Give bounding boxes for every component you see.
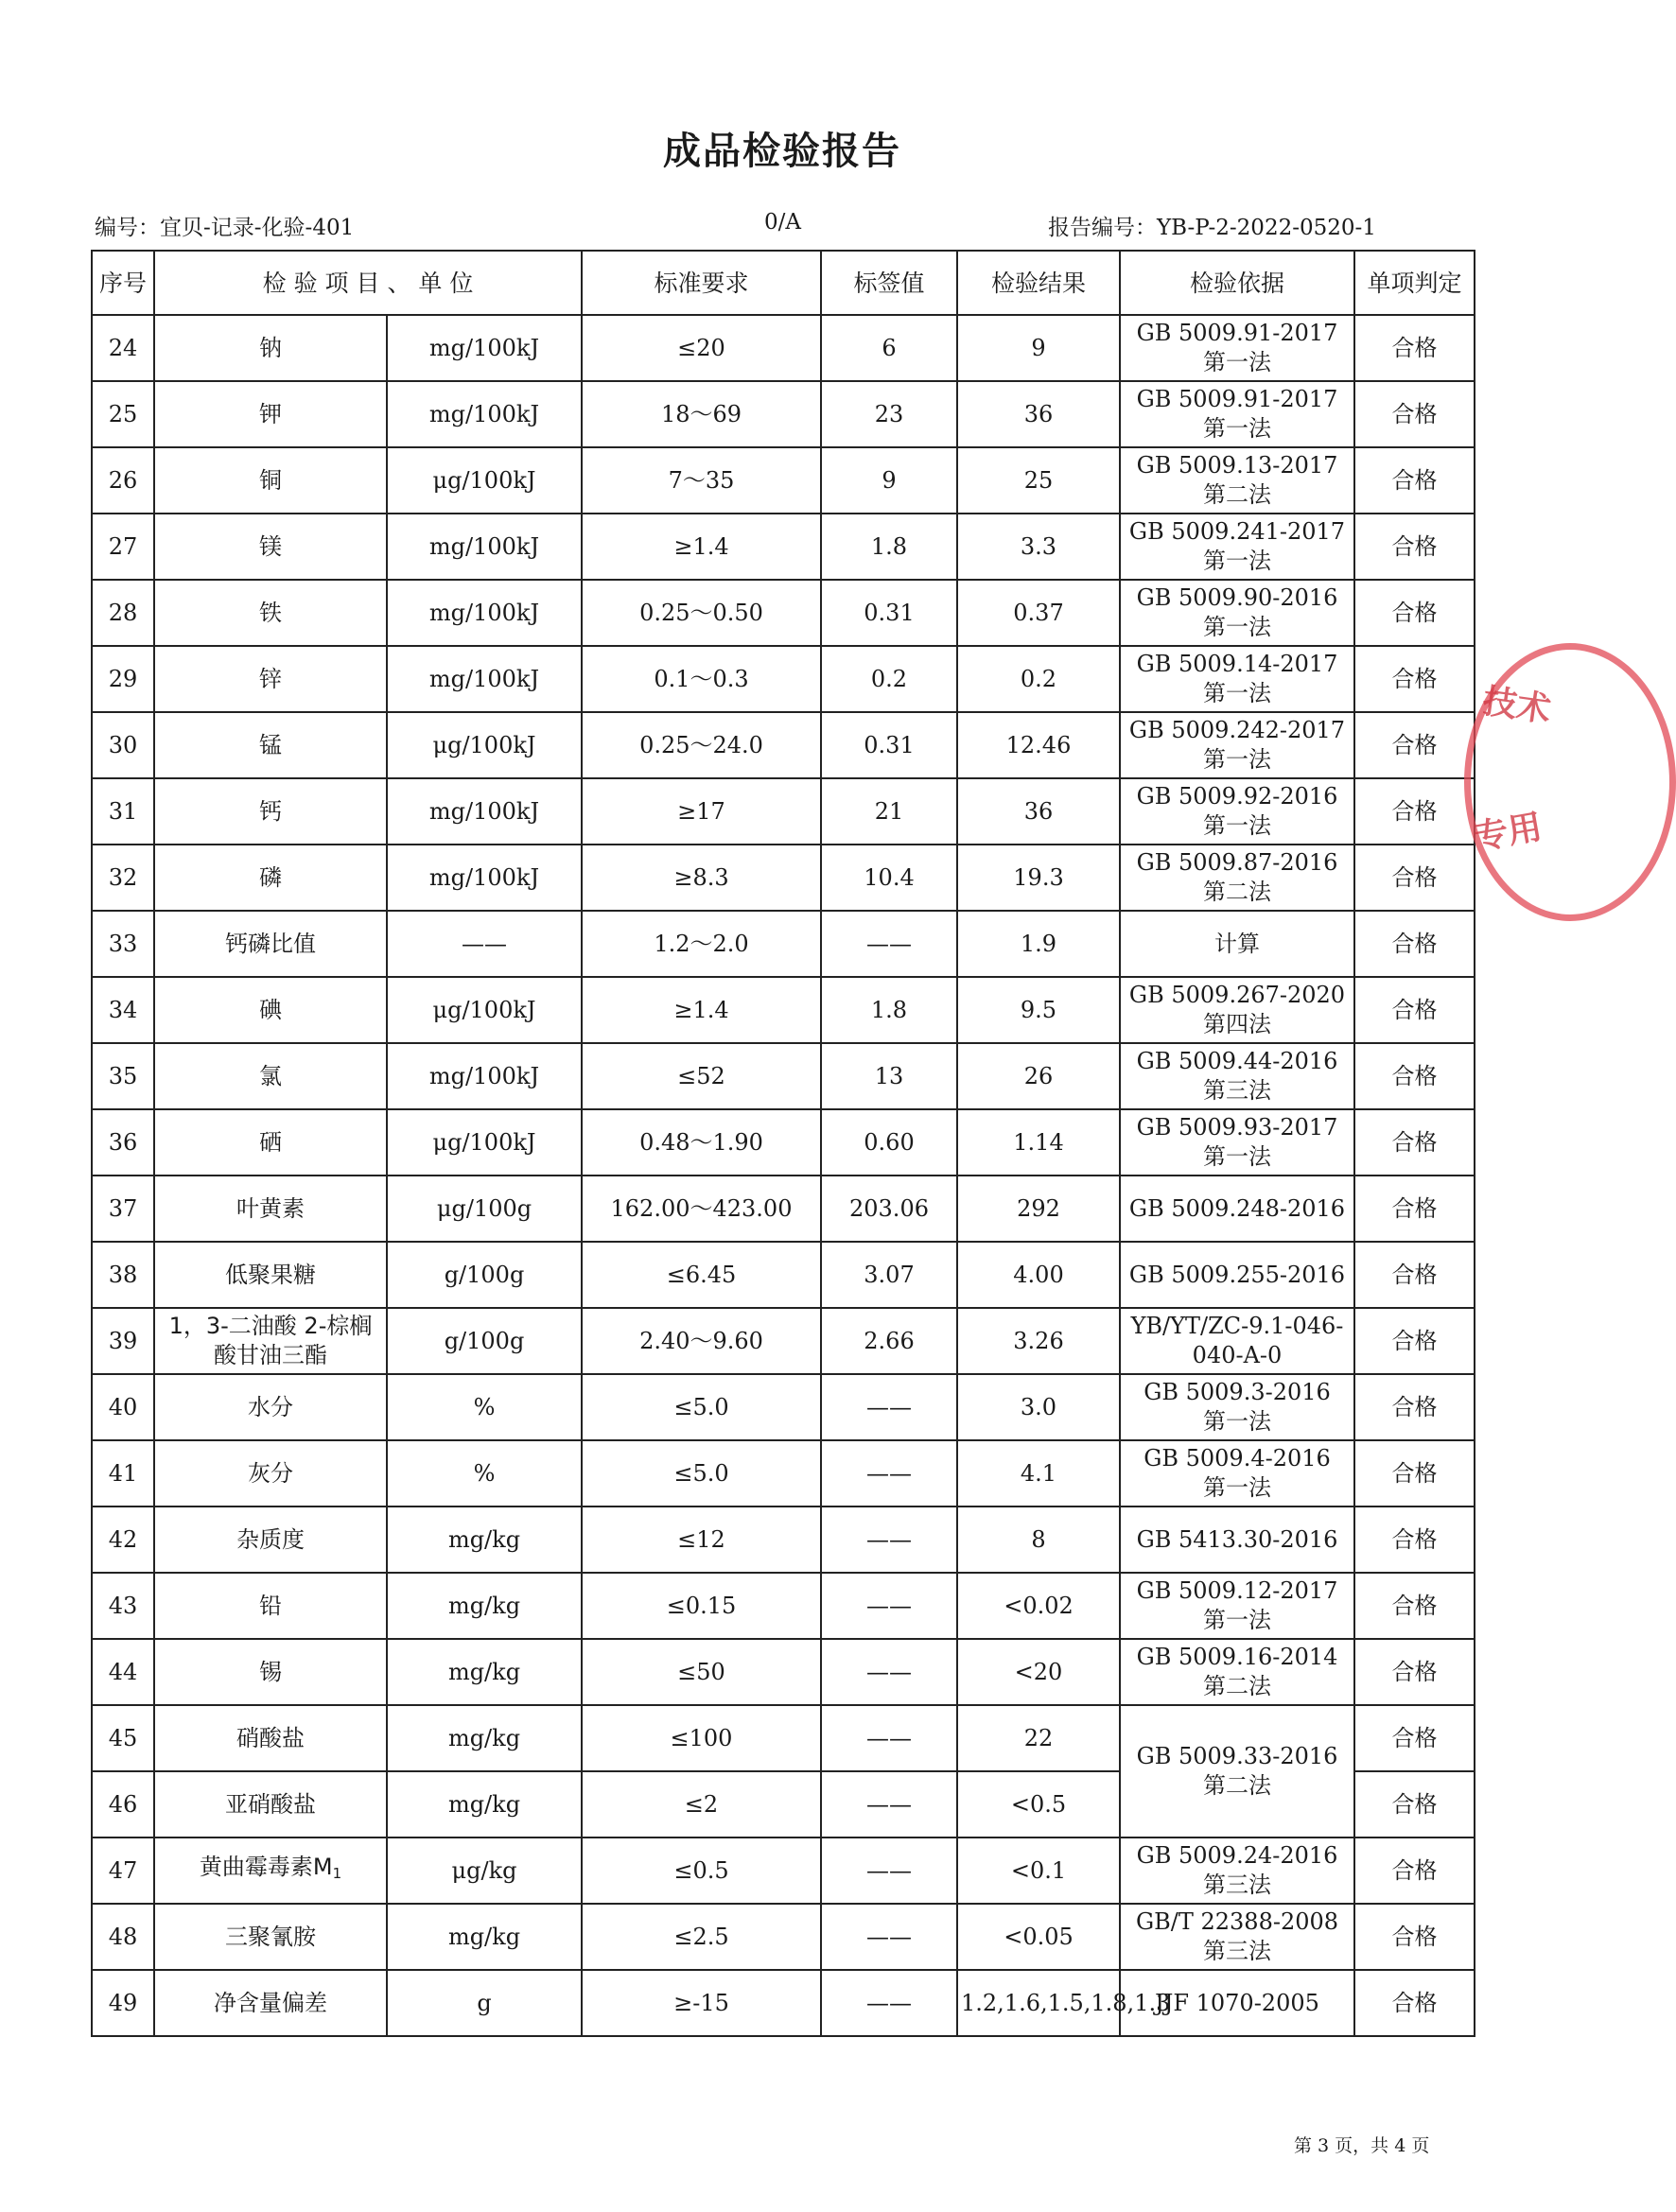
cell-unit: mg/kg — [387, 1904, 582, 1970]
cell-basis: GB 5009.44-2016 第三法 — [1120, 1043, 1354, 1109]
stamp-text-top: 技术 — [1480, 682, 1554, 730]
cell-item-name: 锡 — [154, 1639, 387, 1705]
cell-seq: 30 — [92, 712, 154, 778]
cell-item-name: 铜 — [154, 447, 387, 514]
cell-item-name: 钾 — [154, 381, 387, 447]
cell-result: 0.2 — [957, 646, 1120, 712]
cell-unit: g/100g — [387, 1242, 582, 1308]
cell-result: <0.1 — [957, 1838, 1120, 1904]
cell-standard: ≤5.0 — [582, 1374, 821, 1440]
cell-unit: μg/100kJ — [387, 712, 582, 778]
table-row — [92, 447, 1475, 514]
cell-unit: g/100g — [387, 1308, 582, 1374]
cell-judgment: 合格 — [1354, 580, 1475, 646]
cell-item-name: 净含量偏差 — [154, 1970, 387, 2036]
cell-result: 0.37 — [957, 580, 1120, 646]
cell-seq: 40 — [92, 1374, 154, 1440]
cell-item-name: 氯 — [154, 1043, 387, 1109]
cell-unit: % — [387, 1374, 582, 1440]
cell-seq: 41 — [92, 1440, 154, 1507]
header-item-unit: 检 验 项 目 、 单 位 — [154, 251, 582, 315]
cell-result: 3.3 — [957, 514, 1120, 580]
table-row — [92, 1043, 1475, 1109]
table-row — [92, 1176, 1475, 1242]
cell-unit: mg/100kJ — [387, 1043, 582, 1109]
cell-unit: —— — [387, 911, 582, 977]
cell-result: 3.26 — [957, 1308, 1120, 1374]
cell-judgment: 合格 — [1354, 1970, 1475, 2036]
cell-seq: 37 — [92, 1176, 154, 1242]
cell-seq: 32 — [92, 845, 154, 911]
inspection-table — [91, 250, 1475, 2037]
cell-standard: 18～69 — [582, 381, 821, 447]
cell-label-value: 23 — [821, 381, 957, 447]
table-row — [92, 381, 1475, 447]
cell-basis: GB 5009.242-2017 第一法 — [1120, 712, 1354, 778]
table-row — [92, 911, 1475, 977]
cell-standard: ≤100 — [582, 1705, 821, 1771]
cell-standard: ≤50 — [582, 1639, 821, 1705]
cell-judgment: 合格 — [1354, 1308, 1475, 1374]
cell-unit: μg/kg — [387, 1838, 582, 1904]
cell-result: 22 — [957, 1705, 1120, 1771]
cell-result: 4.00 — [957, 1242, 1120, 1308]
cell-judgment: 合格 — [1354, 514, 1475, 580]
cell-standard: ≤12 — [582, 1507, 821, 1573]
cell-unit: μg/100g — [387, 1176, 582, 1242]
cell-seq: 48 — [92, 1904, 154, 1970]
cell-basis: JJF 1070-2005 — [1120, 1970, 1354, 2036]
cell-result: 26 — [957, 1043, 1120, 1109]
table-row — [92, 1308, 1475, 1374]
cell-unit: μg/100kJ — [387, 447, 582, 514]
cell-standard: ≥8.3 — [582, 845, 821, 911]
cell-label-value: —— — [821, 1639, 957, 1705]
cell-item-name: 水分 — [154, 1374, 387, 1440]
cell-judgment: 合格 — [1354, 1176, 1475, 1242]
cell-label-value: 0.31 — [821, 580, 957, 646]
cell-basis: GB 5413.30-2016 — [1120, 1507, 1354, 1573]
cell-item-name: 磷 — [154, 845, 387, 911]
cell-item-name: 钙 — [154, 778, 387, 845]
cell-standard: ≤20 — [582, 315, 821, 381]
cell-result: 3.0 — [957, 1374, 1120, 1440]
header-seq: 序号 — [92, 251, 154, 315]
cell-seq: 43 — [92, 1573, 154, 1639]
cell-unit: μg/100kJ — [387, 977, 582, 1043]
cell-label-value: —— — [821, 1374, 957, 1440]
cell-standard: 1.2～2.0 — [582, 911, 821, 977]
cell-result: 19.3 — [957, 845, 1120, 911]
table-row — [92, 580, 1475, 646]
cell-item-name: 杂质度 — [154, 1507, 387, 1573]
cell-judgment: 合格 — [1354, 977, 1475, 1043]
cell-label-value: 10.4 — [821, 845, 957, 911]
table-row — [92, 1904, 1475, 1970]
cell-standard: 0.25～0.50 — [582, 580, 821, 646]
cell-basis: GB 5009.241-2017 第一法 — [1120, 514, 1354, 580]
cell-result: 36 — [957, 778, 1120, 845]
cell-seq: 24 — [92, 315, 154, 381]
cell-result: <20 — [957, 1639, 1120, 1705]
cell-item-name: 钠 — [154, 315, 387, 381]
cell-label-value: 9 — [821, 447, 957, 514]
cell-seq: 28 — [92, 580, 154, 646]
cell-standard: ≤52 — [582, 1043, 821, 1109]
cell-item-name: 钙磷比值 — [154, 911, 387, 977]
table-row — [92, 778, 1475, 845]
cell-label-value: —— — [821, 911, 957, 977]
item-name-subscript: 1 — [332, 1865, 342, 1882]
cell-unit: mg/100kJ — [387, 381, 582, 447]
cell-judgment: 合格 — [1354, 1639, 1475, 1705]
cell-seq: 39 — [92, 1308, 154, 1374]
cell-label-value: —— — [821, 1507, 957, 1573]
cell-seq: 31 — [92, 778, 154, 845]
cell-judgment: 合格 — [1354, 447, 1475, 514]
cell-judgment: 合格 — [1354, 381, 1475, 447]
cell-unit: mg/100kJ — [387, 845, 582, 911]
cell-basis: GB 5009.4-2016 第一法 — [1120, 1440, 1354, 1507]
cell-label-value: —— — [821, 1573, 957, 1639]
cell-unit: % — [387, 1440, 582, 1507]
cell-label-value: —— — [821, 1838, 957, 1904]
cell-basis: GB 5009.24-2016 第三法 — [1120, 1838, 1354, 1904]
cell-basis: GB/T 22388-2008 第三法 — [1120, 1904, 1354, 1970]
cell-judgment: 合格 — [1354, 778, 1475, 845]
cell-item-name: 碘 — [154, 977, 387, 1043]
cell-standard: ≤6.45 — [582, 1242, 821, 1308]
cell-standard: 2.40～9.60 — [582, 1308, 821, 1374]
cell-label-value: 6 — [821, 315, 957, 381]
cell-seq: 42 — [92, 1507, 154, 1573]
table-row — [92, 1970, 1475, 2036]
cell-judgment: 合格 — [1354, 712, 1475, 778]
cell-seq: 47 — [92, 1838, 154, 1904]
cell-item-name: 三聚氰胺 — [154, 1904, 387, 1970]
cell-standard: 0.48～1.90 — [582, 1109, 821, 1176]
cell-label-value: 2.66 — [821, 1308, 957, 1374]
cell-result: 4.1 — [957, 1440, 1120, 1507]
cell-judgment: 合格 — [1354, 1904, 1475, 1970]
header-standard: 标准要求 — [582, 251, 821, 315]
cell-seq: 27 — [92, 514, 154, 580]
cell-seq: 29 — [92, 646, 154, 712]
cell-label-value: —— — [821, 1771, 957, 1838]
cell-seq: 46 — [92, 1771, 154, 1838]
cell-label-value: —— — [821, 1440, 957, 1507]
cell-basis: GB 5009.12-2017 第一法 — [1120, 1573, 1354, 1639]
table-row — [92, 1374, 1475, 1440]
cell-item-name: 灰分 — [154, 1440, 387, 1507]
cell-seq: 49 — [92, 1970, 154, 2036]
table-body — [92, 315, 1475, 2036]
cell-basis: GB 5009.91-2017 第一法 — [1120, 381, 1354, 447]
cell-item-name: 铅 — [154, 1573, 387, 1639]
header-basis: 检验依据 — [1120, 251, 1354, 315]
cell-result: 292 — [957, 1176, 1120, 1242]
cell-judgment: 合格 — [1354, 1838, 1475, 1904]
cell-standard: 0.25～24.0 — [582, 712, 821, 778]
cell-basis: GB 5009.90-2016 第一法 — [1120, 580, 1354, 646]
cell-basis: GB 5009.92-2016 第一法 — [1120, 778, 1354, 845]
cell-judgment: 合格 — [1354, 315, 1475, 381]
report-number: 报告编号：YB-P-2-2022-0520-1 — [1048, 216, 1376, 240]
table-row — [92, 646, 1475, 712]
cell-label-value: 13 — [821, 1043, 957, 1109]
cell-item-name — [154, 1838, 387, 1904]
cell-item-name: 硝酸盐 — [154, 1705, 387, 1771]
cell-item-name: 1，3-二油酸 2-棕榈酸甘油三酯 — [154, 1308, 387, 1374]
cell-unit: mg/kg — [387, 1705, 582, 1771]
cell-judgment: 合格 — [1354, 1705, 1475, 1771]
cell-seq: 36 — [92, 1109, 154, 1176]
cell-standard: 7～35 — [582, 447, 821, 514]
cell-basis: GB 5009.91-2017 第一法 — [1120, 315, 1354, 381]
cell-unit: mg/100kJ — [387, 580, 582, 646]
header-label-value: 标签值 — [821, 251, 957, 315]
cell-label-value: 0.60 — [821, 1109, 957, 1176]
cell-standard: ≥17 — [582, 778, 821, 845]
cell-basis: YB/YT/ZC-9.1-046-040-A-0 — [1120, 1308, 1354, 1374]
cell-standard: ≤5.0 — [582, 1440, 821, 1507]
cell-basis: 计算 — [1120, 911, 1354, 977]
cell-standard: ≤2 — [582, 1771, 821, 1838]
table-header-row — [92, 251, 1475, 315]
cell-judgment: 合格 — [1354, 1573, 1475, 1639]
cell-label-value: 0.2 — [821, 646, 957, 712]
cell-label-value: 0.31 — [821, 712, 957, 778]
cell-result: 1.14 — [957, 1109, 1120, 1176]
cell-standard: 0.1～0.3 — [582, 646, 821, 712]
cell-judgment: 合格 — [1354, 845, 1475, 911]
cell-unit: mg/100kJ — [387, 646, 582, 712]
table-row — [92, 1242, 1475, 1308]
cell-item-name: 铁 — [154, 580, 387, 646]
cell-seq: 35 — [92, 1043, 154, 1109]
cell-unit: μg/100kJ — [387, 1109, 582, 1176]
cell-item-name: 低聚果糖 — [154, 1242, 387, 1308]
cell-judgment: 合格 — [1354, 911, 1475, 977]
cell-standard: ≤0.15 — [582, 1573, 821, 1639]
cell-result: 9.5 — [957, 977, 1120, 1043]
cell-basis: GB 5009.267-2020 第四法 — [1120, 977, 1354, 1043]
table-row — [92, 1440, 1475, 1507]
table-row — [92, 712, 1475, 778]
cell-judgment: 合格 — [1354, 1043, 1475, 1109]
cell-basis: GB 5009.33-2016 第二法 — [1120, 1705, 1354, 1838]
cell-item-name: 亚硝酸盐 — [154, 1771, 387, 1838]
cell-seq: 38 — [92, 1242, 154, 1308]
cell-result: <0.05 — [957, 1904, 1120, 1970]
cell-item-name: 锰 — [154, 712, 387, 778]
cell-item-name: 镁 — [154, 514, 387, 580]
cell-basis: GB 5009.16-2014 第二法 — [1120, 1639, 1354, 1705]
cell-seq: 25 — [92, 381, 154, 447]
cell-result: <0.02 — [957, 1573, 1120, 1639]
header-judgment: 单项判定 — [1354, 251, 1475, 315]
cell-seq: 34 — [92, 977, 154, 1043]
cell-label-value: 1.8 — [821, 977, 957, 1043]
cell-unit: g — [387, 1970, 582, 2036]
table-row — [92, 977, 1475, 1043]
cell-standard: ≥1.4 — [582, 977, 821, 1043]
item-name-text: 黄曲霉毒素M — [199, 1854, 333, 1880]
cell-standard: ≤0.5 — [582, 1838, 821, 1904]
table-row — [92, 845, 1475, 911]
cell-result: 25 — [957, 447, 1120, 514]
cell-seq: 44 — [92, 1639, 154, 1705]
cell-item-name: 硒 — [154, 1109, 387, 1176]
cell-result: 9 — [957, 315, 1120, 381]
table-row — [92, 1639, 1475, 1705]
cell-label-value: 21 — [821, 778, 957, 845]
cell-label-value: —— — [821, 1904, 957, 1970]
table-row — [92, 1109, 1475, 1176]
cell-standard: ≥1.4 — [582, 514, 821, 580]
cell-basis: GB 5009.14-2017 第一法 — [1120, 646, 1354, 712]
cell-standard: ≤2.5 — [582, 1904, 821, 1970]
cell-label-value: 1.8 — [821, 514, 957, 580]
cell-unit: mg/kg — [387, 1507, 582, 1573]
cell-result: 12.46 — [957, 712, 1120, 778]
table-row — [92, 315, 1475, 381]
cell-result: 1.2,1.6,1.5,1.8,1.3 — [957, 1970, 1120, 2036]
cell-judgment: 合格 — [1354, 1374, 1475, 1440]
cell-basis: GB 5009.248-2016 — [1120, 1176, 1354, 1242]
cell-unit: mg/100kJ — [387, 778, 582, 845]
cell-unit: mg/kg — [387, 1573, 582, 1639]
cell-label-value: —— — [821, 1970, 957, 2036]
cell-result: <0.5 — [957, 1771, 1120, 1838]
cell-result: 8 — [957, 1507, 1120, 1573]
cell-basis: GB 5009.255-2016 — [1120, 1242, 1354, 1308]
cell-seq: 26 — [92, 447, 154, 514]
table-row — [92, 1507, 1475, 1573]
cell-basis: GB 5009.3-2016 第一法 — [1120, 1374, 1354, 1440]
cell-unit: mg/100kJ — [387, 315, 582, 381]
cell-basis: GB 5009.93-2017 第一法 — [1120, 1109, 1354, 1176]
page-footer: 第 3 页，共 4 页 — [1294, 2135, 1430, 2156]
cell-unit: mg/kg — [387, 1639, 582, 1705]
cell-label-value: 3.07 — [821, 1242, 957, 1308]
cell-standard: 162.00～423.00 — [582, 1176, 821, 1242]
table-row — [92, 1705, 1475, 1771]
report-title: 成品检验报告 — [663, 130, 901, 173]
table-row — [92, 1838, 1475, 1904]
table-row — [92, 1573, 1475, 1639]
cell-basis: GB 5009.87-2016 第二法 — [1120, 845, 1354, 911]
cell-label-value: —— — [821, 1705, 957, 1771]
cell-result: 1.9 — [957, 911, 1120, 977]
cell-judgment: 合格 — [1354, 1109, 1475, 1176]
header-result: 检验结果 — [957, 251, 1120, 315]
cell-judgment: 合格 — [1354, 1440, 1475, 1507]
cell-judgment: 合格 — [1354, 1507, 1475, 1573]
cell-standard: ≥-15 — [582, 1970, 821, 2036]
document-number: 编号：宜贝-记录-化验-401 — [95, 216, 355, 240]
cell-seq: 33 — [92, 911, 154, 977]
document-version: 0/A — [764, 210, 801, 235]
table-row — [92, 514, 1475, 580]
cell-basis: GB 5009.13-2017 第二法 — [1120, 447, 1354, 514]
cell-unit: mg/kg — [387, 1771, 582, 1838]
cell-label-value: 203.06 — [821, 1176, 957, 1242]
cell-item-name: 锌 — [154, 646, 387, 712]
cell-seq: 45 — [92, 1705, 154, 1771]
cell-result: 36 — [957, 381, 1120, 447]
cell-item-name: 叶黄素 — [154, 1176, 387, 1242]
cell-judgment: 合格 — [1354, 1771, 1475, 1838]
stamp-text-bottom: 专用 — [1471, 808, 1545, 858]
cell-judgment: 合格 — [1354, 1242, 1475, 1308]
cell-judgment: 合格 — [1354, 646, 1475, 712]
cell-unit: mg/100kJ — [387, 514, 582, 580]
